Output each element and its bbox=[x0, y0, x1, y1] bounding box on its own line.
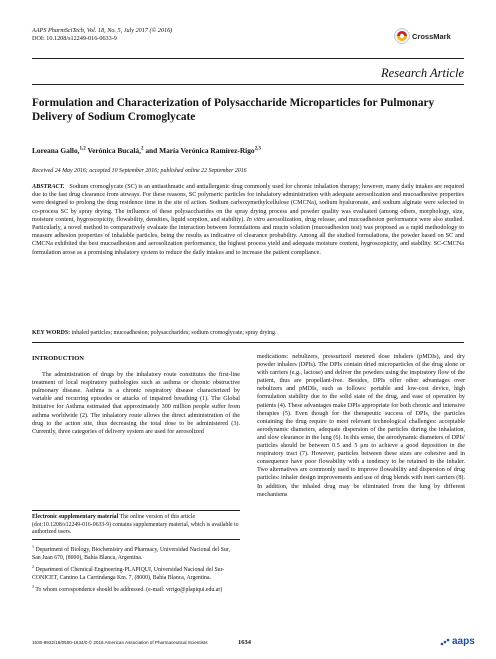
section-rule bbox=[32, 84, 464, 85]
crossmark-badge[interactable] bbox=[394, 28, 451, 44]
affiliation-marker: 3 bbox=[32, 584, 34, 590]
article-type: Research Article bbox=[381, 66, 464, 80]
abstract-label: ABSTRACT. bbox=[32, 184, 65, 190]
abstract bbox=[32, 183, 464, 257]
keywords-text: inhaled particles; mucoadhesion; polysaccharides; sodium cromoglycate; spray drying. bbox=[70, 330, 277, 336]
crossmark-icon bbox=[394, 28, 410, 44]
keywords-label: KEY WORDS: bbox=[32, 330, 71, 336]
author-affiliation-marker: 1,2 bbox=[79, 146, 86, 152]
journal-citation: AAPS PharmSciTech, Vol. 18, No. 5, July 2017 (© 2016) bbox=[32, 27, 173, 34]
author-affiliation-marker: 2,3 bbox=[254, 146, 261, 152]
esm-label: Electronic supplementary material bbox=[32, 514, 119, 520]
esm-text: The online version of this article (doi:10.1208/s12249-016-0633-9) contains supplementary material, which is available to authorized users. bbox=[32, 514, 239, 536]
supplementary-note bbox=[32, 514, 240, 537]
publisher-logo bbox=[440, 636, 475, 647]
author-name: and María Verónica Ramírez-Rigo bbox=[143, 146, 255, 155]
section-heading: INTRODUCTION bbox=[32, 355, 85, 362]
aaps-logo-icon bbox=[440, 638, 450, 646]
journal-header bbox=[32, 27, 172, 43]
abstract-italic: In vitro bbox=[244, 216, 266, 223]
keywords bbox=[32, 330, 464, 336]
intro-paragraph: The administration of drugs by the inhalatory route constitutes the first-line treatment of local respiratory pathologies such as asthma or chronic obstructive pulmonary disease. Asthma is a chronic respiratory disease characterized by variable and recurring episodes or attacks of impaired breathing (1). The Global Initiative for Asthma estimated that approximately 300 million people suffer from asthma worldwide (2). The inhalatory route allows the direct administration of the drug to the action site, thus decreasing the total dose to be administered (3). Currently, three categories of delivery system are used for aerosolized bbox=[32, 372, 240, 435]
affiliations bbox=[32, 543, 240, 596]
affiliation-marker: 1 bbox=[32, 544, 34, 549]
affiliation-rule bbox=[32, 539, 240, 540]
page-number: 1634 bbox=[238, 639, 251, 646]
publication-dates: Received 24 May 2016; accepted 10 September 2016; published online 22 September 2016 bbox=[32, 168, 247, 174]
affiliation-text: Department of Biology, Biochemistry and Pharmacy, Universidad Nacional del Sur, San Juan 670, (8000), Bahía Blanca, Argentina. bbox=[32, 546, 230, 561]
affiliation bbox=[32, 563, 240, 582]
article-title: Formulation and Characterization of Polysaccharide Microparticles for Pulmonary Delivery of Sodium Cromoglycate bbox=[32, 97, 435, 123]
abstract-text-cont: aerosolization, drug release, and mucoadhesion performance were also studied. Particularly, a novel method to comparatively evaluate the interaction between formulations and mucin solution (mucoadhesion test) was proposed as a rapid methodology to measure adhesion properties of inhalable particles, being the results as indicative of clearance probability. Among all the studied formulations, the powder based on SC and CMCNa exhibited the best mucoadhesion and aerosolization performance, the highest process yield and adequate moisture content, hygroscopicity, and stability. SC-CMCNa formulation arose as a promising inhalatory system to reduce the daily intakes and to increase the patient compliance. bbox=[32, 216, 464, 256]
issn-footer: 1530-9932/16/0500-1634/0 © 2016 American Association of Pharmaceutical Scientists bbox=[32, 640, 208, 645]
left-column bbox=[32, 355, 240, 436]
affiliation-text: To whom correspondence should be addressed. (e-mail: vrrigo@plapiqui.edu.ar) bbox=[34, 587, 223, 594]
author-affiliation-marker: 2 bbox=[140, 146, 144, 152]
crossmark-label: CrossMark bbox=[412, 31, 451, 41]
author-name: Verónica Bucalá, bbox=[85, 146, 141, 155]
affiliation bbox=[32, 543, 240, 562]
doi: DOI: 10.1208/s12249-016-0633-9 bbox=[32, 35, 117, 42]
author-name: Loreana Gallo, bbox=[32, 146, 80, 155]
affiliation-text: Department of Chemical Engineering-PLAPIQUI, Universidad Nacional del Sur-CONICET, Camino La Carrindanga Km. 7, (8000), Bahía Blanca, Argentina. bbox=[32, 567, 225, 581]
footnote-rule bbox=[32, 510, 240, 511]
author-list bbox=[32, 146, 261, 155]
affiliation-marker: 2 bbox=[32, 564, 34, 570]
intro-paragraph-cont: medications: nebulizers, pressurized metered dose inhalers (pMDIs), and dry powder inhalers (DPIs). The DPIs contain dried microparticles of the drug alone or with carriers (e.g., lactose) and deliver the powders using the inspiratory flow of the patient, thus are propellant-free. Besides, DPIs offer other advantages over nebulizers and pMDIs, such as follows: portable and low-cost device, high formulation stability due to the solid state of the drug, and ease of operation by patients (4). These advantages make DPIs appropriate for both chronic and intensive therapies (5). Even though for the therapeutic success of DPIs, the particles containing the drug require to meet relevant technological challenges: acceptable aerodynamic diameters, adequate dispersion of the particles during the inhalation, and slow clearance in the lung (6). In this sense, the aerodynamic diameters of DPIs' particles should be between 0.5 and 5 μm to achieve a good deposition in the respiratory tract (7). However, particles between these sizes are cohesive and in consequence have poor flowability with a tendency to be retained in the inhaler. Two alternatives are commonly used to improve flowability and dispersion of drug particles: inhaler design improvements and use of drug blends with inert carriers (8). In addition, the inhaled drug may be eliminated from the lung by different mechanisms bbox=[257, 354, 465, 498]
abstract-text: Sodium cromoglycate (SC) is an antiasthmatic and antiallergenic drug commonly used for chronic inhalation therapy; however, many daily intakes are required due to the fast drug clearance from airways. For these reasons, SC polymeric particles for inhalatory administration with adequate aerosolization and mucoadhesive properties were designed to prolong the drug residence time in the site of action. Sodium carboxymethylcellulose (CMCNa), sodium hyaluronate, and sodium alginate were selected to co-process SC by spray drying. The influence of these polysaccharides on the spray drying process and powder quality was evaluated (among others, morphology, size, moisture content, hygroscopicity, flowability, densities, liquid sorption, and stability). bbox=[32, 184, 464, 223]
right-column bbox=[257, 353, 465, 499]
affiliation bbox=[32, 583, 240, 595]
publisher-name: aaps bbox=[452, 636, 475, 647]
keywords-rule bbox=[32, 342, 464, 343]
top-rule bbox=[32, 58, 464, 59]
